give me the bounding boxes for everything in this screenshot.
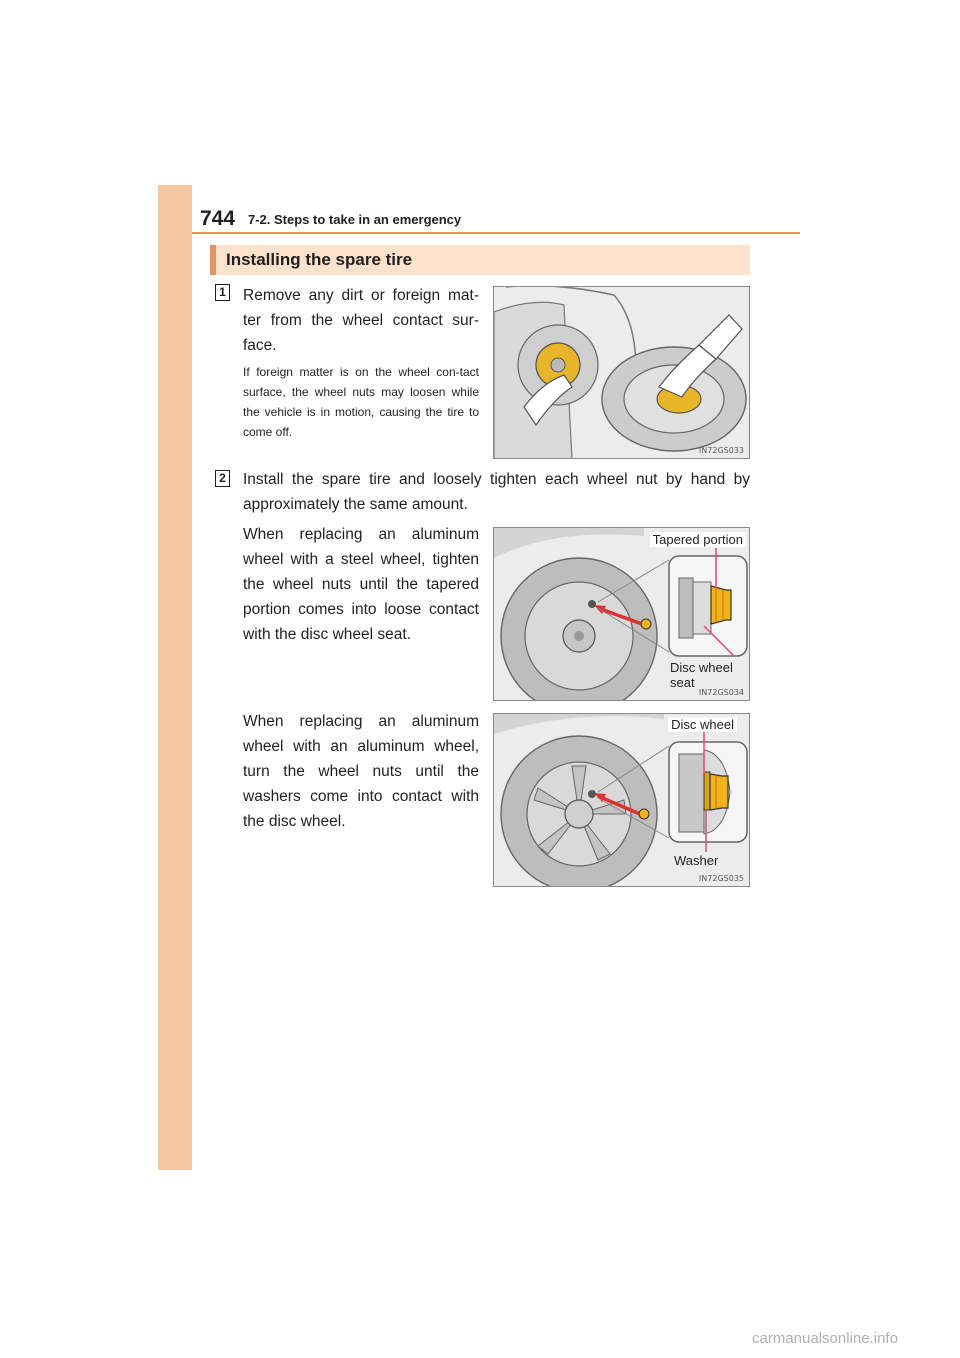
page-number: 744 bbox=[200, 207, 236, 230]
section-title: Installing the spare tire bbox=[226, 250, 413, 269]
figure-code-2: IN72GS034 bbox=[698, 688, 744, 697]
label-disc-wheel: Disc wheel bbox=[668, 717, 737, 732]
section-breadcrumb: 7-2. Steps to take in an emergency bbox=[248, 212, 462, 227]
side-color-band bbox=[158, 185, 192, 1170]
step-2-aluminum-wheel-text: When replacing an aluminum wheel with an aluminum wheel, turn the wheel nuts until the washers come into contact with the disc wheel. bbox=[243, 713, 479, 830]
step-2-steel-wheel-text: When replacing an aluminum wheel with a steel wheel, tighten the wheel nuts until the tapered portion comes into loose contact with the disc wheel seat. bbox=[243, 526, 479, 643]
label-tapered-portion: Tapered portion bbox=[650, 532, 746, 547]
label-disc-wheel-seat: Disc wheel seat bbox=[670, 660, 733, 690]
step-1-text: Remove any dirt or foreign mat-ter from the wheel contact sur-face. bbox=[243, 287, 479, 354]
step-2-text: Install the spare tire and loosely tighten each wheel nut by hand by approximately the same amount. bbox=[243, 471, 750, 513]
figure-steel-wheel-nut bbox=[493, 527, 750, 701]
step-1-note: If foreign matter is on the wheel con-tact surface, the wheel nuts may loosen while the vehicle is in motion, causing the tire to come off. bbox=[243, 365, 479, 439]
figure-clean-contact-surface bbox=[493, 286, 750, 459]
section-title-bar bbox=[210, 245, 750, 275]
header-rule bbox=[192, 232, 800, 234]
step-1-number: 1 bbox=[215, 284, 230, 301]
step-2-number: 2 bbox=[215, 470, 230, 487]
figure-aluminum-wheel-nut bbox=[493, 713, 750, 887]
figure-code-3: IN72GS035 bbox=[698, 874, 744, 883]
watermark: carmanualsonline.info bbox=[752, 1330, 898, 1347]
figure-code-1: IN72GS033 bbox=[698, 446, 744, 455]
label-washer: Washer bbox=[674, 853, 719, 868]
